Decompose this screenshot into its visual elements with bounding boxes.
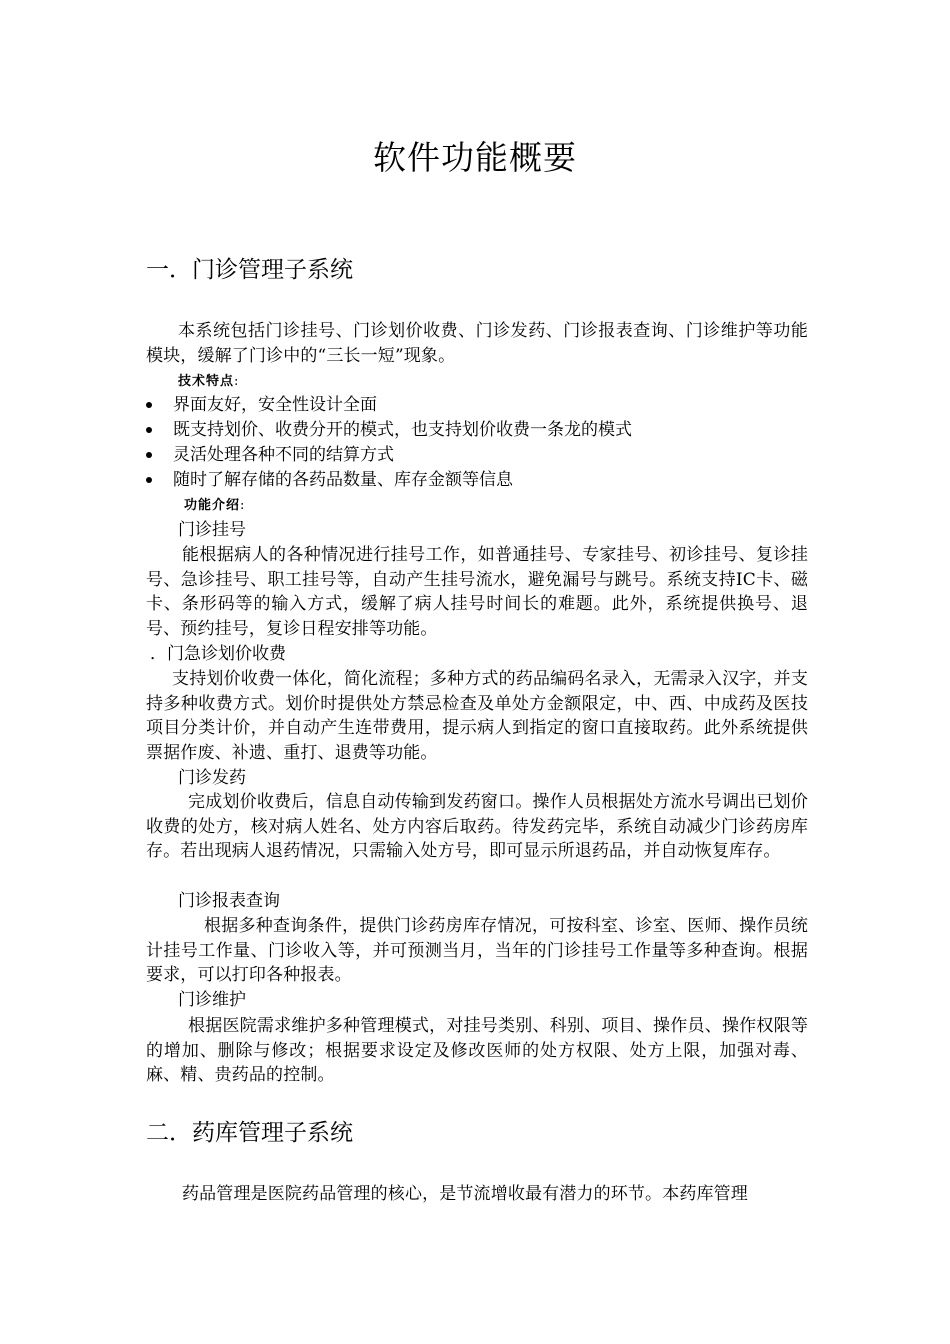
tech-features-label-text: 技术特点 [178, 374, 235, 389]
section-intro-outpatient: 本系统包括门诊挂号、门诊划价收费、门诊发药、门诊报表查询、门诊维护等功能模块，缓解了门诊中的“三长一短”现象。 [146, 321, 808, 366]
list-item [146, 393, 632, 418]
list-item-text: 既支持划价、收费分开的模式，也支持划价收费一条龙的模式 [173, 420, 632, 440]
section-heading-pharmacy: 二．药库管理子系统 [146, 1120, 353, 1146]
list-item-text: 随时了解存储的各药品数量、库存金额等信息 [173, 470, 513, 490]
list-item [146, 443, 632, 468]
section-intro-pharmacy: 药品管理是医院药品管理的核心，是节流增收最有潜力的环节。本药库管理 [182, 1184, 748, 1204]
tech-features-list [146, 393, 632, 493]
list-item [146, 468, 632, 493]
bullet-icon [146, 452, 152, 458]
function-intro-colon: : [240, 498, 246, 513]
bullet-icon [146, 402, 152, 408]
function-intro-label-text: 功能介绍 [184, 498, 241, 513]
module-body-registration: 能根据病人的各种情况进行挂号工作，如普通挂号、专家挂号、初诊挂号、复诊挂号、急诊挂号、职工挂号等，自动产生挂号流水，避免漏号与跳号。系统支持IC卡、磁卡、条形码等的输入方式，缓解了病人挂号时间长的难题。此外，系统提供换号、退号、预约挂号，复诊日程安排等功能。 [146, 545, 808, 640]
tech-features-label [178, 373, 239, 391]
list-item-text: 灵活处理各种不同的结算方式 [173, 445, 394, 465]
bullet-icon [146, 427, 152, 433]
module-title-registration: 门诊挂号 [178, 520, 246, 540]
list-item-text: 界面友好，安全性设计全面 [173, 395, 377, 415]
function-intro-label [184, 497, 245, 515]
module-title-reports: 门诊报表查询 [178, 891, 280, 911]
document-title: 软件功能概要 [373, 138, 577, 177]
module-title-billing: ．门急诊划价收费 [150, 644, 286, 664]
module-body-reports: 根据多种查询条件，提供门诊药房库存情况，可按科室、诊室、医师、操作员统计挂号工作量、门诊收入等，并可预测当月，当年的门诊挂号工作量等多种查询。根据要求，可以打印各种报表。 [146, 916, 808, 986]
module-body-dispensing: 完成划价收费后，信息自动传输到发药窗口。操作人员根据处方流水号调出已划价收费的处方，核对病人姓名、处方内容后取药。待发药完毕，系统自动减少门诊药房库存。若出现病人退药情况，只需输入处方号，即可显示所退药品，并自动恢复库存。 [146, 792, 808, 862]
tech-features-colon: : [234, 374, 240, 389]
section-heading-outpatient: 一．门诊管理子系统 [146, 257, 353, 283]
module-title-dispensing: 门诊发药 [178, 768, 246, 788]
module-body-billing: 支持划价收费一体化，简化流程；多种方式的药品编码名录入，无需录入汉字，并支持多种收费方式。划价时提供处方禁忌检查及单处方金额限定，中、西、中成药及医技项目分类计价，并自动产生连带费用，提示病人到指定的窗口直接取药。此外系统提供票据作废、补遗、重打、退费等功能。 [146, 669, 808, 764]
module-title-maintenance: 门诊维护 [178, 990, 246, 1010]
bullet-icon [146, 477, 152, 483]
list-item [146, 418, 632, 443]
module-body-maintenance: 根据医院需求维护多种管理模式，对挂号类别、科别、项目、操作员、操作权限等的增加、删除与修改；根据要求设定及修改医师的处方权限、处方上限，加强对毒、麻、精、贵药品的控制。 [146, 1016, 808, 1086]
